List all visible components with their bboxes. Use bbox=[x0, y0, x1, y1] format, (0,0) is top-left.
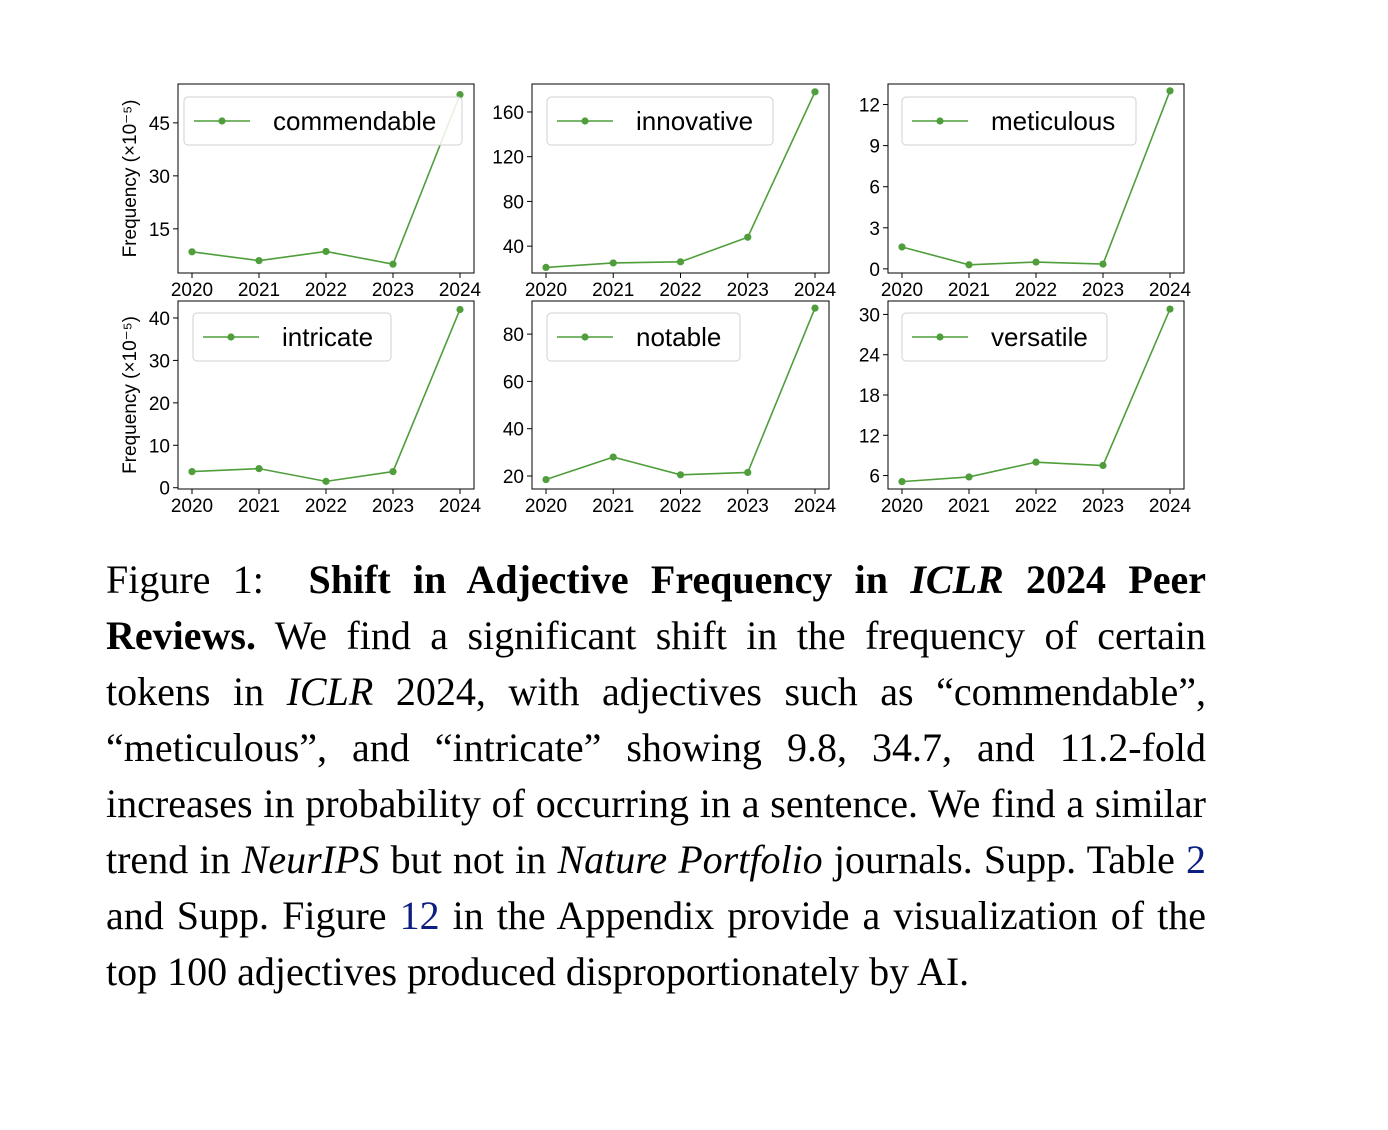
chart-panel bbox=[492, 84, 836, 301]
x-tick-label: 2022 bbox=[659, 496, 702, 517]
x-tick-label: 2023 bbox=[1081, 280, 1125, 301]
table-ref-link[interactable]: 2 bbox=[1186, 837, 1207, 882]
y-tick-label: 15 bbox=[148, 219, 170, 241]
x-tick-label: 2022 bbox=[304, 496, 348, 517]
x-tick-label: 2020 bbox=[524, 280, 568, 301]
x-tick-label: 2023 bbox=[371, 280, 415, 301]
x-tick-label: 2024 bbox=[1148, 280, 1192, 301]
data-point bbox=[811, 88, 818, 95]
y-tick-label: 30 bbox=[148, 351, 170, 373]
legend-label: commendable bbox=[273, 106, 437, 136]
y-tick-label: 40 bbox=[502, 237, 524, 259]
legend-label: meticulous bbox=[991, 106, 1116, 136]
x-tick-label: 2020 bbox=[880, 496, 924, 517]
y-tick-label: 0 bbox=[869, 259, 880, 281]
y-tick-label: 30 bbox=[858, 305, 880, 327]
data-point bbox=[188, 248, 195, 255]
x-tick-label: 2021 bbox=[947, 496, 991, 517]
x-tick-label: 2023 bbox=[726, 496, 769, 517]
x-tick-label: 2024 bbox=[438, 280, 482, 301]
y-tick-label: 45 bbox=[148, 113, 170, 135]
figure-ref-link[interactable]: 12 bbox=[399, 893, 440, 938]
x-tick-label: 2022 bbox=[304, 280, 348, 301]
y-tick-label: 6 bbox=[869, 466, 880, 488]
legend-swatch-marker bbox=[581, 117, 588, 124]
y-tick-label: 20 bbox=[502, 466, 524, 488]
chart-panel bbox=[120, 84, 482, 301]
data-point bbox=[811, 304, 818, 311]
data-point bbox=[322, 248, 329, 255]
y-axis-label: Frequency (×10⁻⁵) bbox=[120, 316, 141, 474]
data-point bbox=[744, 469, 751, 476]
caption-title: Shift in Adjective Frequency in ICLR 2024 Peer Reviews. bbox=[106, 557, 1207, 658]
data-point bbox=[389, 261, 396, 268]
legend-swatch-marker bbox=[936, 333, 943, 340]
x-tick-label: 2024 bbox=[793, 496, 837, 517]
x-tick-label: 2024 bbox=[793, 280, 837, 301]
legend-swatch-marker bbox=[936, 117, 943, 124]
x-tick-label: 2023 bbox=[726, 280, 769, 301]
data-point bbox=[965, 473, 972, 480]
x-tick-label: 2020 bbox=[880, 280, 924, 301]
y-tick-label: 6 bbox=[869, 177, 880, 199]
data-point bbox=[1032, 258, 1039, 265]
legend-label: intricate bbox=[282, 322, 374, 352]
chart-panel bbox=[859, 84, 1192, 301]
data-point bbox=[1099, 462, 1106, 469]
y-tick-label: 0 bbox=[159, 478, 170, 500]
data-point bbox=[610, 453, 617, 460]
data-point bbox=[188, 468, 195, 475]
venue-neurips: NeurIPS bbox=[241, 837, 380, 882]
data-point bbox=[322, 478, 329, 485]
legend-label: innovative bbox=[636, 106, 754, 136]
data-point bbox=[898, 478, 905, 485]
data-point bbox=[1166, 305, 1173, 312]
y-tick-label: 24 bbox=[858, 345, 880, 367]
figure-label: Figure 1: bbox=[106, 557, 264, 602]
x-tick-label: 2021 bbox=[947, 280, 991, 301]
y-tick-label: 80 bbox=[502, 325, 524, 347]
y-tick-label: 160 bbox=[492, 102, 524, 124]
y-tick-label: 40 bbox=[148, 308, 170, 330]
x-tick-label: 2022 bbox=[1014, 280, 1058, 301]
y-tick-label: 20 bbox=[148, 393, 170, 415]
figure-caption: Figure 1: Shift in Adjective Frequency in ICLR 2024 Peer Reviews. We find a significant shift in the frequency of certain tokens in ICLR 2024, with adjectives such as “commendable”, “meticulous”, and “intricate” showing 9.8, 34.7, and 11.2-fold increases in probability of occurring in a sentence. We find a similar trend in NeurIPS but not in Nature Portfolio journals. Supp. Table 2 and Supp. Figure 12 in the Appendix provide a visualization of the top 100 adjectives produced disproportionately by AI. bbox=[106, 557, 1207, 994]
data-point bbox=[898, 243, 905, 250]
legend-swatch-marker bbox=[218, 117, 225, 124]
y-tick-label: 120 bbox=[492, 147, 524, 169]
y-tick-label: 10 bbox=[148, 436, 170, 458]
y-tick-label: 18 bbox=[858, 386, 880, 407]
data-point bbox=[965, 261, 972, 268]
legend-swatch-marker bbox=[227, 333, 234, 340]
x-tick-label: 2020 bbox=[170, 496, 214, 517]
y-axis-label: Frequency (×10⁻⁵) bbox=[120, 99, 141, 258]
y-tick-label: 3 bbox=[869, 218, 880, 240]
venue-nature: Nature Portfolio bbox=[557, 837, 823, 882]
x-tick-label: 2020 bbox=[170, 280, 214, 301]
x-tick-label: 2023 bbox=[1081, 496, 1125, 517]
figure-grid bbox=[0, 0, 1388, 530]
x-tick-label: 2021 bbox=[237, 496, 281, 517]
data-point bbox=[255, 465, 262, 472]
x-tick-label: 2024 bbox=[1148, 496, 1192, 517]
venue-iclr-2: ICLR bbox=[286, 669, 374, 714]
data-point bbox=[1099, 260, 1106, 267]
x-tick-label: 2021 bbox=[592, 496, 635, 517]
caption-text: We find a significant shift in the frequency of certain tokens in bbox=[106, 613, 1207, 714]
data-point bbox=[677, 471, 684, 478]
legend-label: notable bbox=[636, 322, 722, 352]
x-tick-label: 2022 bbox=[1014, 496, 1058, 517]
x-tick-label: 2021 bbox=[237, 280, 281, 301]
x-tick-label: 2020 bbox=[524, 496, 568, 517]
data-point bbox=[1032, 459, 1039, 466]
y-tick-label: 80 bbox=[502, 192, 524, 214]
data-point bbox=[677, 258, 684, 265]
data-point bbox=[542, 264, 549, 271]
legend-swatch-marker bbox=[581, 333, 588, 340]
legend-label: versatile bbox=[991, 322, 1088, 352]
x-tick-label: 2022 bbox=[659, 280, 702, 301]
y-tick-label: 12 bbox=[858, 426, 880, 448]
venue-iclr: ICLR bbox=[910, 557, 1004, 602]
data-point bbox=[389, 468, 396, 475]
x-tick-label: 2023 bbox=[371, 496, 415, 517]
data-point bbox=[1166, 87, 1173, 94]
data-point bbox=[542, 476, 549, 483]
x-tick-label: 2024 bbox=[438, 496, 482, 517]
chart-panel bbox=[120, 301, 482, 517]
y-tick-label: 9 bbox=[869, 136, 880, 158]
y-tick-label: 12 bbox=[858, 95, 880, 117]
data-point bbox=[610, 259, 617, 266]
data-point bbox=[255, 257, 262, 264]
data-point bbox=[456, 306, 463, 313]
y-tick-label: 40 bbox=[502, 419, 524, 441]
y-tick-label: 60 bbox=[502, 372, 524, 394]
data-point bbox=[744, 234, 751, 241]
y-tick-label: 30 bbox=[148, 166, 170, 188]
chart-panel bbox=[859, 301, 1192, 517]
chart-panel bbox=[503, 301, 837, 517]
x-tick-label: 2021 bbox=[592, 280, 635, 301]
